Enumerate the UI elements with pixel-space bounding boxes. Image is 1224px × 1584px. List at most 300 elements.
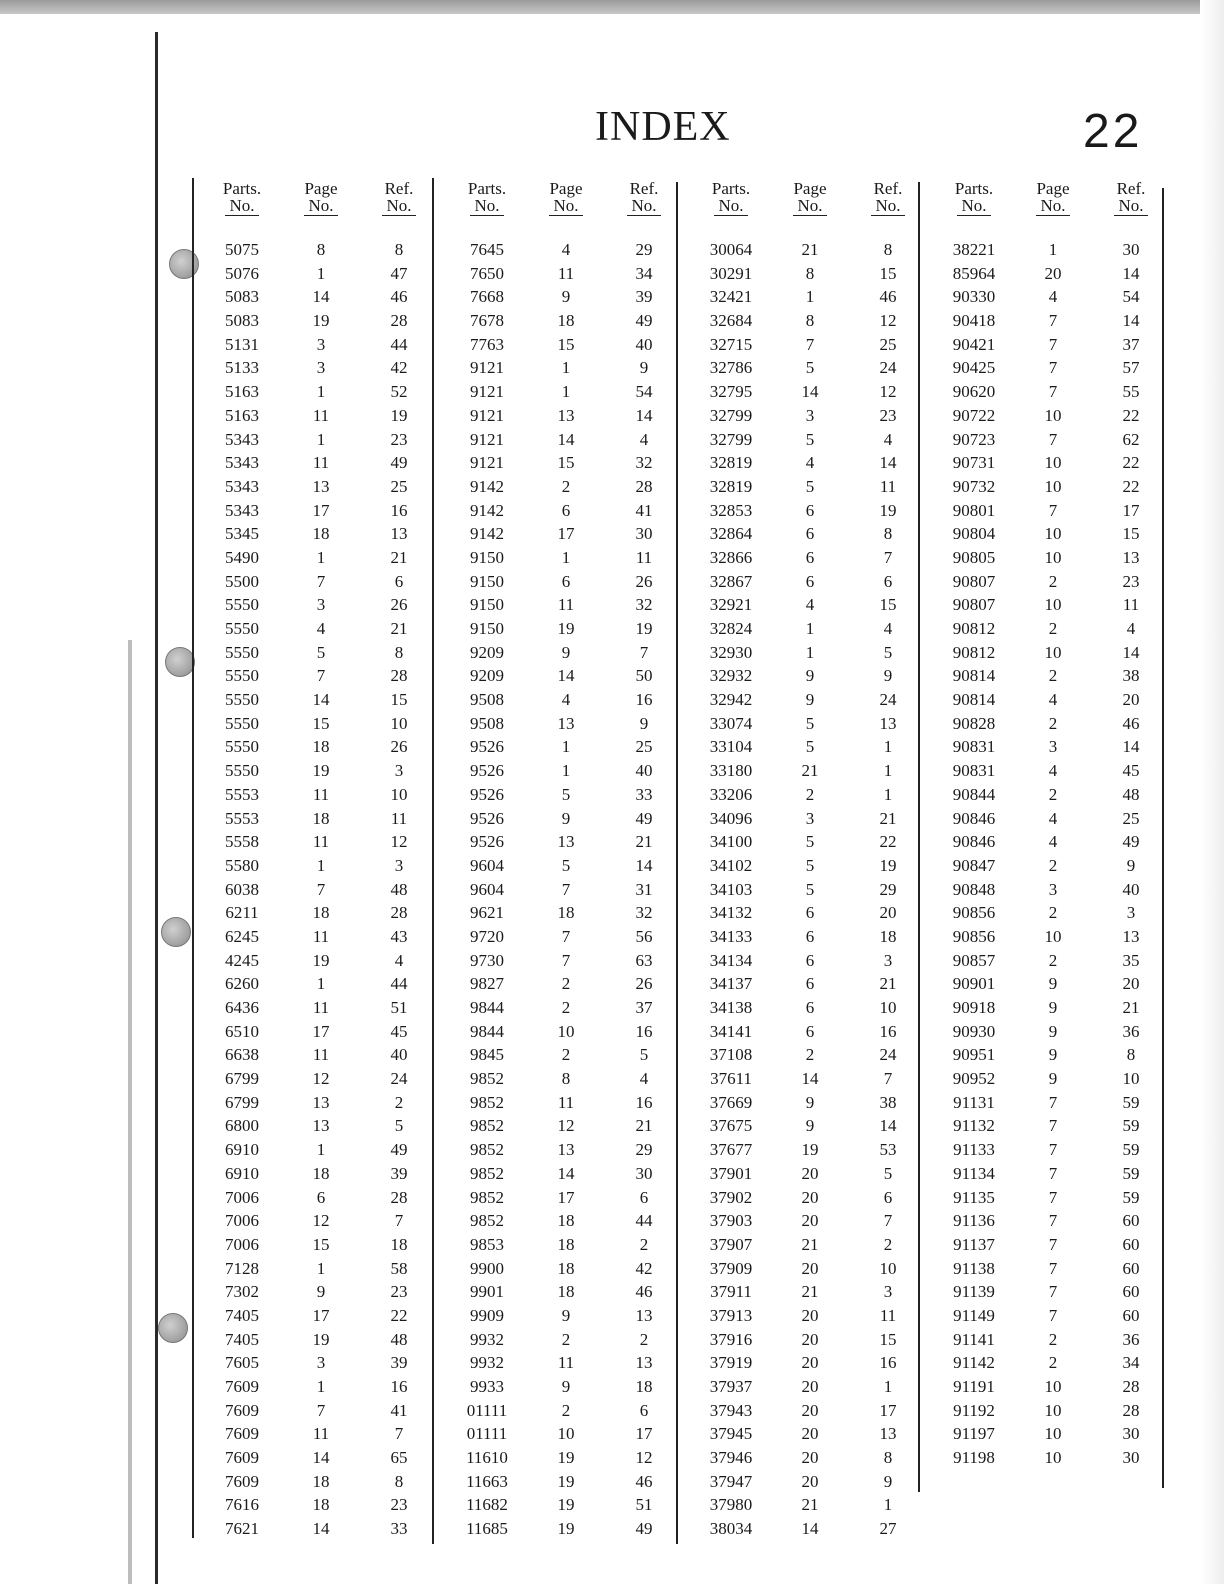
ref-cell: 40 [390,1045,408,1065]
page-cell: 11 [312,1045,330,1065]
part-header-line: Parts. [467,179,507,198]
page-cell: 17 [312,1305,330,1325]
ref-cell: 34 [1122,1353,1140,1373]
part-cell: 34134 [709,950,753,970]
part-cell: 7405 [225,1305,259,1325]
ref-cell: 16 [879,1353,897,1373]
ref-cell: 5 [883,642,893,662]
part-cell: 90812 [952,619,996,638]
part-cell: 9720 [470,926,504,946]
part-cell: 7006 [225,1187,259,1207]
page-cell: 2 [1048,855,1058,875]
ref-cell: 26 [390,737,408,757]
part-cell: 91141 [953,1329,995,1349]
part-cell: 6799 [225,1069,259,1089]
part-cell: 9150 [470,547,504,567]
page-cell: 2 [1048,571,1058,591]
page-cell: 14 [801,1069,819,1089]
part-cell: 90814 [952,690,996,710]
ref-cell: 37 [635,998,653,1017]
ref-header-line: Ref. [629,179,659,198]
ref-header [613,180,675,216]
page-cell: 2 [561,476,571,496]
ref-cell: 16 [879,1021,897,1041]
page-cell: 18 [312,1163,330,1183]
part-cell: 90951 [952,1045,996,1065]
part-cell: 9827 [470,974,504,994]
part-cell: 32799 [709,405,753,425]
ref-cell: 29 [635,1140,653,1160]
ref-cell: 15 [879,263,897,283]
ref-cell: 26 [390,595,408,615]
page-cell: 7 [316,571,326,591]
page-cell: 11 [312,832,330,852]
page-cell: 1 [316,855,326,875]
part-cell: 90848 [952,879,996,899]
ref-cell: 8 [883,1448,893,1468]
part-cell: 32824 [709,619,753,638]
part-cell: 91138 [953,1258,995,1278]
part-cell: 37902 [709,1187,753,1207]
part-cell: 6038 [225,879,259,899]
ref-cell: 25 [390,476,408,496]
ref-cell: 44 [390,974,408,994]
page-header-line: Page [549,179,583,198]
page-cell: 19 [557,1471,575,1491]
binding-line [155,32,158,1584]
part-cell: 9526 [470,761,504,781]
page-cell: 18 [557,1282,575,1302]
part-cell: 90425 [952,358,996,378]
page-cell: 6 [805,950,815,970]
page-cell: 10 [557,1424,575,1444]
part-cell: 9845 [470,1045,504,1065]
part-header [200,180,284,216]
ref-cell: 38 [879,1092,897,1112]
page-cell: 17 [312,1021,330,1041]
ref-cell: 23 [1122,571,1140,591]
punch-hole [158,1313,188,1343]
part-cell: 7609 [225,1377,259,1396]
ref-cell: 7 [883,1211,893,1231]
page-cell: 4 [1048,832,1058,852]
part-cell: 9142 [470,500,504,520]
part-cell: 6436 [225,998,259,1017]
page-cell: 7 [1048,382,1058,402]
page-cell: 1 [316,382,326,402]
part-cell: 90828 [952,713,996,733]
ref-cell: 45 [1122,761,1140,781]
part-cell: 32930 [709,642,753,662]
page-cell: 10 [557,1021,575,1041]
page-cell: 11 [557,263,575,283]
column-divider [1162,188,1164,1488]
ref-cell: 23 [390,429,408,449]
part-cell: 7302 [225,1282,259,1302]
page-cell: 1 [561,358,571,378]
ref-cell: 3 [394,855,404,875]
part-cell: 37913 [709,1305,753,1325]
part-cell: 90722 [952,405,996,425]
page-cell: 10 [1044,1448,1062,1468]
page-cell: 1 [316,1377,326,1396]
page-cell: 10 [1044,1424,1062,1444]
ref-cell: 34 [635,263,653,283]
ref-cell: 17 [1122,500,1140,520]
part-cell: 32799 [709,429,753,449]
ref-cell: 11 [390,808,408,828]
page-cell: 6 [805,524,815,544]
part-cell: 34141 [709,1021,753,1041]
page-cell: 9 [1048,1021,1058,1041]
part-cell: 91135 [953,1187,995,1207]
part-cell: 9526 [470,832,504,852]
part-cell: 91142 [953,1353,995,1373]
ref-cell: 10 [879,998,897,1017]
ref-header-line: Ref. [1116,179,1146,198]
page-cell: 10 [1044,595,1062,615]
part-header-line: No. [225,197,258,216]
part-cell: 90804 [952,524,996,544]
part-cell: 90330 [952,287,996,307]
page-cell: 1 [316,1258,326,1278]
ref-cell: 29 [879,879,897,899]
ref-cell: 25 [1122,808,1140,828]
page-cell: 20 [801,1400,819,1420]
ref-cell: 1 [883,1377,893,1396]
page-cell: 13 [312,1116,330,1136]
ref-cell: 46 [1122,713,1140,733]
ref-cell: 52 [390,382,408,402]
page-cell: 2 [1048,713,1058,733]
part-header [932,180,1016,216]
page-cell: 1 [805,619,815,638]
page-cell: 8 [805,263,815,283]
part-cell: 32932 [709,666,753,686]
page-cell: 20 [801,1353,819,1373]
page-cell: 19 [312,761,330,781]
ref-cell: 22 [1122,405,1140,425]
page-cell: 6 [805,974,815,994]
ref-cell: 31 [635,879,653,899]
page-cell: 20 [801,1163,819,1183]
page-cell: 5 [805,855,815,875]
page-cell: 5 [805,737,815,757]
page-cell: 19 [557,619,575,638]
part-cell: 5550 [225,761,259,781]
page-cell: 2 [1048,950,1058,970]
part-cell: 6260 [225,974,259,994]
ref-cell: 21 [635,832,653,852]
page-cell: 20 [801,1258,819,1278]
ref-cell: 63 [635,950,653,970]
ref-header [368,180,430,216]
part-cell: 9852 [470,1092,504,1112]
part-cell: 90847 [952,855,996,875]
page-cell: 13 [312,476,330,496]
ref-cell: 12 [390,832,408,852]
page-cell: 14 [557,429,575,449]
part-cell: 90857 [952,950,996,970]
part-cell: 37108 [709,1045,753,1065]
punch-hole [165,647,195,677]
page-cell: 4 [1048,761,1058,781]
part-cell: 90856 [952,903,996,923]
part-cell: 5500 [225,571,259,591]
ref-cell: 8 [394,642,404,662]
page-cell: 21 [801,761,819,781]
page-cell: 20 [801,1329,819,1349]
page-cell: 7 [1048,311,1058,331]
ref-cell: 11 [1122,595,1140,615]
page-cell: 17 [557,524,575,544]
part-cell: 90846 [952,832,996,852]
ref-cell: 13 [879,1424,897,1444]
page-cell: 9 [1048,1045,1058,1065]
page-cell: 10 [1044,524,1062,544]
ref-cell: 30 [1122,1448,1140,1468]
ref-cell: 14 [635,405,653,425]
page-cell: 1 [316,974,326,994]
part-cell: 5550 [225,595,259,615]
ref-cell: 60 [1122,1282,1140,1302]
ref-cell: 17 [879,1400,897,1420]
page-cell: 19 [557,1519,575,1539]
page-cell: 11 [557,1353,575,1373]
page-cell: 8 [561,1069,571,1089]
page-cell: 12 [312,1211,330,1231]
ref-cell: 21 [390,619,408,638]
part-cell: 5163 [225,405,259,425]
ref-cell: 39 [635,287,653,307]
part-cell: 5550 [225,666,259,686]
part-cell: 7605 [225,1353,259,1373]
page-cell: 7 [1048,1163,1058,1183]
page-cell: 9 [561,287,571,307]
ref-cell: 12 [635,1448,653,1468]
page-cell: 2 [805,784,815,804]
ref-cell: 50 [635,666,653,686]
part-header-line: No. [470,197,503,216]
part-cell: 9932 [470,1353,504,1373]
page-cell: 7 [316,879,326,899]
part-cell: 5558 [225,832,259,852]
ref-header-line: Ref. [384,179,414,198]
page-cell: 7 [316,666,326,686]
page-cell: 9 [805,1092,815,1112]
part-cell: 9150 [470,619,504,638]
page-cell: 14 [312,287,330,307]
part-cell: 37919 [709,1353,753,1373]
part-cell: 9604 [470,855,504,875]
ref-cell: 9 [639,713,649,733]
page-header-line: Page [1036,179,1070,198]
part-cell: 37945 [709,1424,753,1444]
ref-header-line: No. [871,197,904,216]
scan-right-edge [1200,0,1224,1584]
ref-cell: 1 [883,737,893,757]
ref-cell: 14 [1122,642,1140,662]
page-cell: 3 [805,405,815,425]
part-cell: 7128 [225,1258,259,1278]
part-cell: 7609 [225,1471,259,1491]
page-cell: 6 [316,1187,326,1207]
page-header-line: No. [1036,197,1069,216]
part-cell: 9852 [470,1163,504,1183]
parts-column [445,238,529,1541]
part-cell: 91136 [953,1211,995,1231]
ref-cell: 8 [883,524,893,544]
ref-cell: 21 [635,1116,653,1136]
ref-cell: 54 [1122,287,1140,307]
part-cell: 7650 [470,263,504,283]
ref-cell: 20 [1122,974,1140,994]
ref-cell: 45 [390,1021,408,1041]
ref-cell: 36 [1122,1021,1140,1041]
part-cell: 7763 [470,334,504,354]
part-cell: 9121 [470,405,504,425]
part-cell: 7609 [225,1400,259,1420]
ref-cell: 26 [635,974,653,994]
part-header-line: Parts. [222,179,262,198]
ref-cell: 11 [879,1305,897,1325]
ref-header [857,180,919,216]
ref-cell: 19 [635,619,653,638]
column-divider [676,182,678,1544]
ref-cell: 4 [639,1069,649,1089]
page-cell: 14 [801,1519,819,1539]
page-cell: 18 [557,311,575,331]
part-cell: 11663 [466,1471,508,1491]
page-cell: 9 [561,1377,571,1396]
page-cell: 3 [1048,879,1058,899]
page-cell: 21 [801,1282,819,1302]
part-cell: 32819 [709,453,753,473]
page-cell: 10 [1044,453,1062,473]
ref-cell: 14 [1122,263,1140,283]
page-cell: 19 [557,1448,575,1468]
pages-column [1020,238,1086,1470]
page-title: INDEX [595,104,731,150]
page-header [533,180,599,216]
page-cell: 9 [1048,1069,1058,1089]
part-cell: 7668 [470,287,504,307]
part-header-line: Parts. [954,179,994,198]
page-cell: 2 [561,998,571,1017]
page-cell: 4 [316,619,326,638]
part-cell: 5343 [225,476,259,496]
part-cell: 91132 [953,1116,995,1136]
page-cell: 10 [1044,405,1062,425]
page-cell: 9 [805,690,815,710]
part-cell: 32715 [709,334,753,354]
part-cell: 90856 [952,926,996,946]
ref-cell: 28 [1122,1400,1140,1420]
ref-cell: 59 [1122,1092,1140,1112]
page-cell: 3 [1048,737,1058,757]
ref-cell: 54 [635,382,653,402]
part-cell: 5550 [225,737,259,757]
ref-cell: 18 [390,1234,408,1254]
parts-column [932,238,1016,1470]
part-cell: 5553 [225,808,259,828]
ref-cell: 24 [390,1069,408,1089]
part-cell: 32421 [709,287,753,307]
page-cell: 4 [1048,287,1058,307]
page-cell: 21 [801,240,819,259]
page-cell: 7 [316,1400,326,1420]
page-cell: 1 [561,761,571,781]
ref-cell: 4 [883,429,893,449]
part-cell: 37901 [709,1163,753,1183]
part-cell: 37909 [709,1258,753,1278]
part-cell: 37611 [710,1069,752,1089]
part-cell: 9142 [470,524,504,544]
page-cell: 6 [805,903,815,923]
part-cell: 91134 [953,1163,995,1183]
part-cell: 7609 [225,1448,259,1468]
ref-cell: 6 [394,571,404,591]
ref-cell: 7 [883,547,893,567]
page-cell: 3 [316,334,326,354]
parts-column [200,238,284,1541]
ref-cell: 44 [390,334,408,354]
ref-cell: 40 [1122,879,1140,899]
ref-cell: 12 [879,311,897,331]
page-cell: 18 [312,1495,330,1515]
part-cell: 9730 [470,950,504,970]
page-cell: 21 [801,1495,819,1515]
page-cell: 1 [805,287,815,307]
ref-cell: 2 [394,1092,404,1112]
page-cell: 7 [1048,1234,1058,1254]
ref-cell: 19 [390,405,408,425]
page-cell: 7 [1048,1140,1058,1160]
ref-cell: 55 [1122,382,1140,402]
page-cell: 14 [312,1519,330,1539]
part-cell: 9526 [470,784,504,804]
ref-cell: 42 [635,1258,653,1278]
page-header-line: Page [793,179,827,198]
ref-cell: 2 [639,1234,649,1254]
ref-cell: 2 [639,1329,649,1349]
part-cell: 9900 [470,1258,504,1278]
part-cell: 6910 [225,1163,259,1183]
part-cell: 6211 [225,903,259,923]
ref-cell: 7 [639,642,649,662]
part-cell: 37980 [709,1495,753,1515]
page-cell: 1 [316,263,326,283]
part-cell: 6510 [225,1021,259,1041]
ref-cell: 59 [1122,1187,1140,1207]
pages-column [777,238,843,1541]
page-cell: 10 [1044,926,1062,946]
part-cell: 33180 [709,761,753,781]
ref-cell: 14 [879,453,897,473]
part-cell: 91131 [953,1092,995,1112]
ref-cell: 16 [635,1021,653,1041]
part-cell: 9852 [470,1069,504,1089]
ref-cell: 48 [390,1329,408,1349]
page-cell: 9 [1048,974,1058,994]
ref-cell: 16 [635,690,653,710]
page-cell: 11 [312,998,330,1017]
page-cell: 11 [312,453,330,473]
page-cell: 2 [561,1400,571,1420]
part-cell: 90952 [952,1069,996,1089]
part-cell: 90844 [952,784,996,804]
ref-cell: 49 [390,1140,408,1160]
